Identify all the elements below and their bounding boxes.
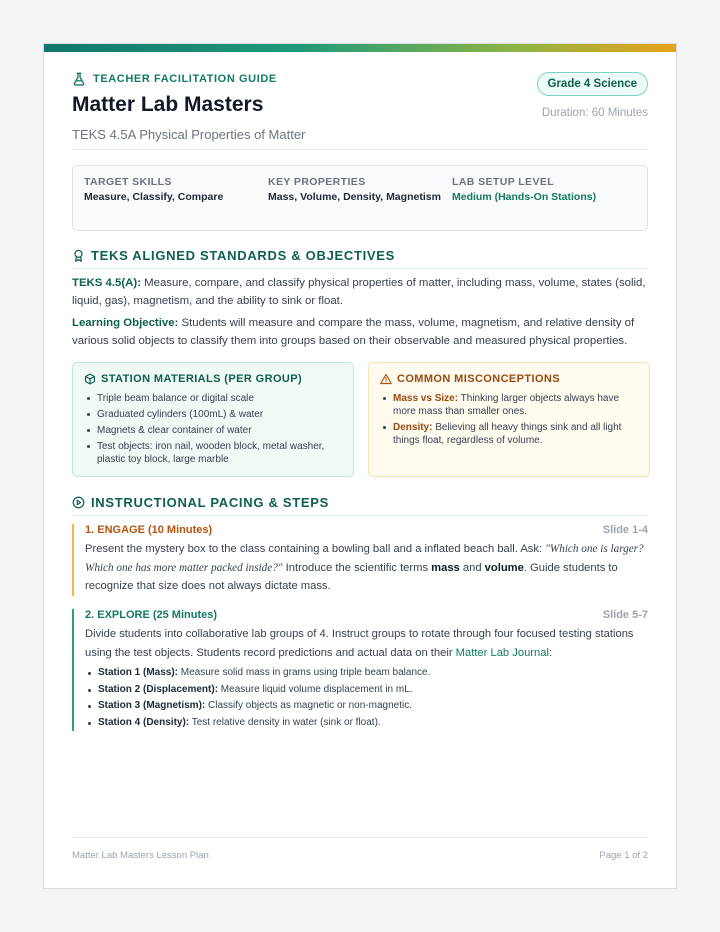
journal-name: Matter Lab Journal: [455, 646, 549, 659]
guide-label: [72, 72, 277, 86]
meta-value: Mass, Volume, Density, Magnetism: [268, 191, 441, 203]
materials-heading-text: STATION MATERIALS (PER GROUP): [101, 373, 303, 385]
list-item: Graduated cylinders (100mL) & water: [84, 408, 342, 421]
award-icon: [72, 249, 85, 262]
text: . Guide students to recognize that size does not always dictate mass.: [85, 561, 618, 592]
footer-title: Matter Lab Masters Lesson Plan: [72, 850, 209, 861]
standards-heading: [72, 248, 648, 269]
station-text: Measure solid mass in grams using triple beam balance.: [178, 667, 431, 678]
grade-badge: Grade 4 Science: [537, 72, 649, 96]
cube-icon: [84, 373, 96, 385]
step-header: [85, 609, 648, 621]
text: Divide students into collaborative lab groups of 4. Instruct groups to rotate through four focused testing stations using the test objects. Students record predictions and actual data on their: [85, 628, 634, 659]
stations-list: [85, 665, 648, 731]
station-label: Station 3 (Magnetism):: [98, 700, 206, 711]
misconception-label: Mass vs Size:: [393, 393, 459, 404]
accent-bar: [44, 44, 676, 52]
text: :: [548, 646, 553, 659]
slide-range: Slide 5-7: [602, 609, 648, 621]
meta-value: Medium (Hands-On Stations): [452, 191, 597, 203]
header-divider: [72, 149, 648, 150]
station-materials-box: [72, 362, 354, 477]
play-circle-icon: [72, 496, 85, 509]
list-item: [85, 665, 648, 682]
list-item: [380, 421, 638, 447]
objective-text: Students will measure and compare the mass, volume, magnetism, and relative density of various solid objects to classify them into groups based on their observable and measured physical properties.: [72, 317, 635, 347]
materials-list: [84, 392, 342, 466]
misconceptions-list: [380, 392, 638, 447]
guide-label-text: TEACHER FACILITATION GUIDE: [93, 73, 277, 85]
standards-heading-text: TEKS ALIGNED STANDARDS & OBJECTIVES: [91, 248, 396, 263]
flask-icon: [72, 72, 86, 86]
step-body: [85, 625, 648, 662]
meta-label: TARGET SKILLS: [84, 176, 172, 188]
step-title: 2. EXPLORE (25 Minutes): [85, 609, 218, 621]
meta-target-skills: [84, 176, 268, 220]
list-item: [380, 392, 638, 418]
pacing-heading-text: INSTRUCTIONAL PACING & STEPS: [91, 495, 329, 510]
teks-text: Measure, compare, and classify physical properties of matter, including mass, volume, states (solid, liquid, gas), magnetism, and the ability to sink or float.: [72, 277, 646, 307]
page-number: Page 1 of 2: [599, 850, 648, 861]
list-item: [85, 698, 648, 715]
station-text: Classify objects as magnetic or non-magnetic.: [205, 700, 412, 711]
term: mass: [431, 561, 460, 574]
page-title: Matter Lab Masters: [72, 93, 264, 116]
lesson-meta-panel: [72, 165, 648, 231]
quote: "Which one is larger? Which one has more matter packed inside?": [85, 543, 644, 574]
station-label: Station 4 (Density):: [98, 716, 190, 728]
meta-label: KEY PROPERTIES: [268, 176, 366, 188]
station-text: Measure liquid volume displacement in mL.: [218, 683, 413, 695]
list-item: Magnets & clear container of water: [84, 424, 342, 437]
duration-label: Duration: 60 Minutes: [541, 107, 648, 119]
text: Present the mystery box to the class containing a bowling ball and a inflated beach ball. Ask:: [85, 543, 546, 555]
step-body: [85, 540, 648, 596]
teks-standard: [72, 275, 648, 310]
term: volume: [484, 561, 524, 574]
misconceptions-heading-text: COMMON MISCONCEPTIONS: [397, 373, 561, 385]
text: and: [459, 561, 485, 574]
step-header: [85, 524, 648, 536]
list-item: Test objects: iron nail, wooden block, metal washer, plastic toy block, large marble: [84, 440, 342, 466]
slide-range: Slide 1-4: [602, 524, 648, 536]
misconception-label: Density:: [393, 422, 433, 433]
engage-step: [72, 524, 648, 596]
materials-heading: [84, 373, 342, 385]
list-item: [85, 715, 648, 732]
meta-label: LAB SETUP LEVEL: [452, 176, 555, 188]
meta-lab-setup: [452, 176, 636, 220]
text: Introduce the scientific terms: [282, 561, 432, 574]
footer-divider: [72, 837, 648, 838]
pacing-heading: [72, 495, 648, 516]
station-label: Station 2 (Displacement):: [98, 683, 219, 695]
lesson-plan-page: [43, 43, 677, 889]
warning-icon: [380, 373, 392, 385]
list-item: [85, 682, 648, 699]
station-label: Station 1 (Mass):: [98, 667, 179, 678]
meta-key-properties: [268, 176, 452, 220]
misconceptions-heading: [380, 373, 638, 385]
objective-label: Learning Objective:: [72, 317, 179, 329]
misconception-text: Thinking larger objects always have more mass than smaller ones.: [393, 393, 620, 417]
misconception-text: Believing all heavy things sink and all light things float, regardless of volume.: [393, 422, 622, 446]
teks-label: TEKS 4.5(A):: [72, 277, 141, 289]
meta-value: Measure, Classify, Compare: [84, 191, 224, 203]
step-title: 1. ENGAGE (10 Minutes): [85, 524, 213, 536]
learning-objective: [72, 315, 648, 350]
misconceptions-box: [368, 362, 650, 477]
page-subtitle: TEKS 4.5A Physical Properties of Matter: [72, 127, 306, 142]
station-text: Test relative density in water (sink or float).: [189, 716, 381, 728]
explore-step: [72, 609, 648, 731]
list-item: Triple beam balance or digital scale: [84, 392, 342, 405]
